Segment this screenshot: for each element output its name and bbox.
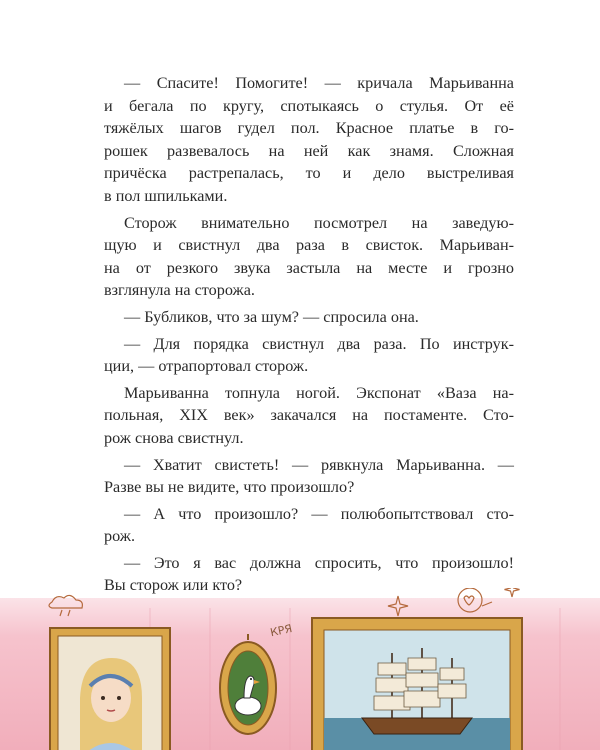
text-line: рож.: [104, 527, 136, 546]
duck-caption: КРЯ: [269, 622, 294, 640]
text-line: Марьиванна топнула ногой. Экспонат «Ваза на-: [124, 383, 514, 402]
text-line: — Бубликов, что за шум? — спросила она.: [124, 307, 419, 326]
text-line: на от резкого звука застыла на месте и грозно: [104, 258, 514, 277]
text-line: — А что произошло? — полюбопытствовал сто-: [124, 504, 514, 523]
paragraph-4: [104, 333, 514, 378]
portrait-frame: [50, 628, 170, 750]
text-line: рошек развевалось на ней как знамя. Сложная: [104, 141, 514, 160]
text-line: взглянула на сторожа.: [104, 281, 255, 300]
text-line: — Хватит свистеть! — рявкнула Марьиванна. —: [124, 455, 514, 474]
text-line: ции, — отрапортовал сторож.: [104, 357, 309, 376]
text-line: тяжёлых шагов гудел пол. Красное платье в го-: [104, 119, 514, 138]
text-line: щую и свистнул два раза в свисток. Марьиван-: [104, 236, 514, 255]
paragraph-6: [104, 454, 514, 499]
text-line: Сторож внимательно посмотрел на заведую-: [124, 213, 514, 232]
text-line: причёска растрепалась, то и дело выстреливая: [104, 164, 514, 183]
paragraph-2: [104, 212, 514, 302]
text-line: Разве вы не видите, что произошло?: [104, 478, 355, 497]
text-line: — Для порядка свистнул два раза. По инструк-: [124, 334, 514, 353]
paragraph-5: [104, 382, 514, 450]
paragraph-1: [104, 72, 514, 208]
paragraph-3: [104, 306, 514, 329]
text-line: и бегала по кругу, спотыкаясь о стулья. От её: [104, 96, 514, 115]
story-text: [104, 72, 514, 601]
text-line: в пол шпильками.: [104, 186, 228, 205]
text-line: — Спасите! Помогите! — кричала Марьиванна: [124, 74, 514, 92]
paragraph-7: [104, 503, 514, 548]
text-line: — Это я вас должна спросить, что произошло!: [124, 553, 514, 572]
museum-wall-illustration: [0, 588, 600, 750]
girl-portrait: [80, 658, 142, 750]
text-line: польная, XIX век» закачался на постаменте. Сто-: [104, 406, 514, 425]
text-line: рож снова свистнул.: [104, 428, 244, 447]
text-line: Вы сторож или кто?: [104, 576, 243, 595]
ship-painting-frame: [312, 618, 522, 750]
